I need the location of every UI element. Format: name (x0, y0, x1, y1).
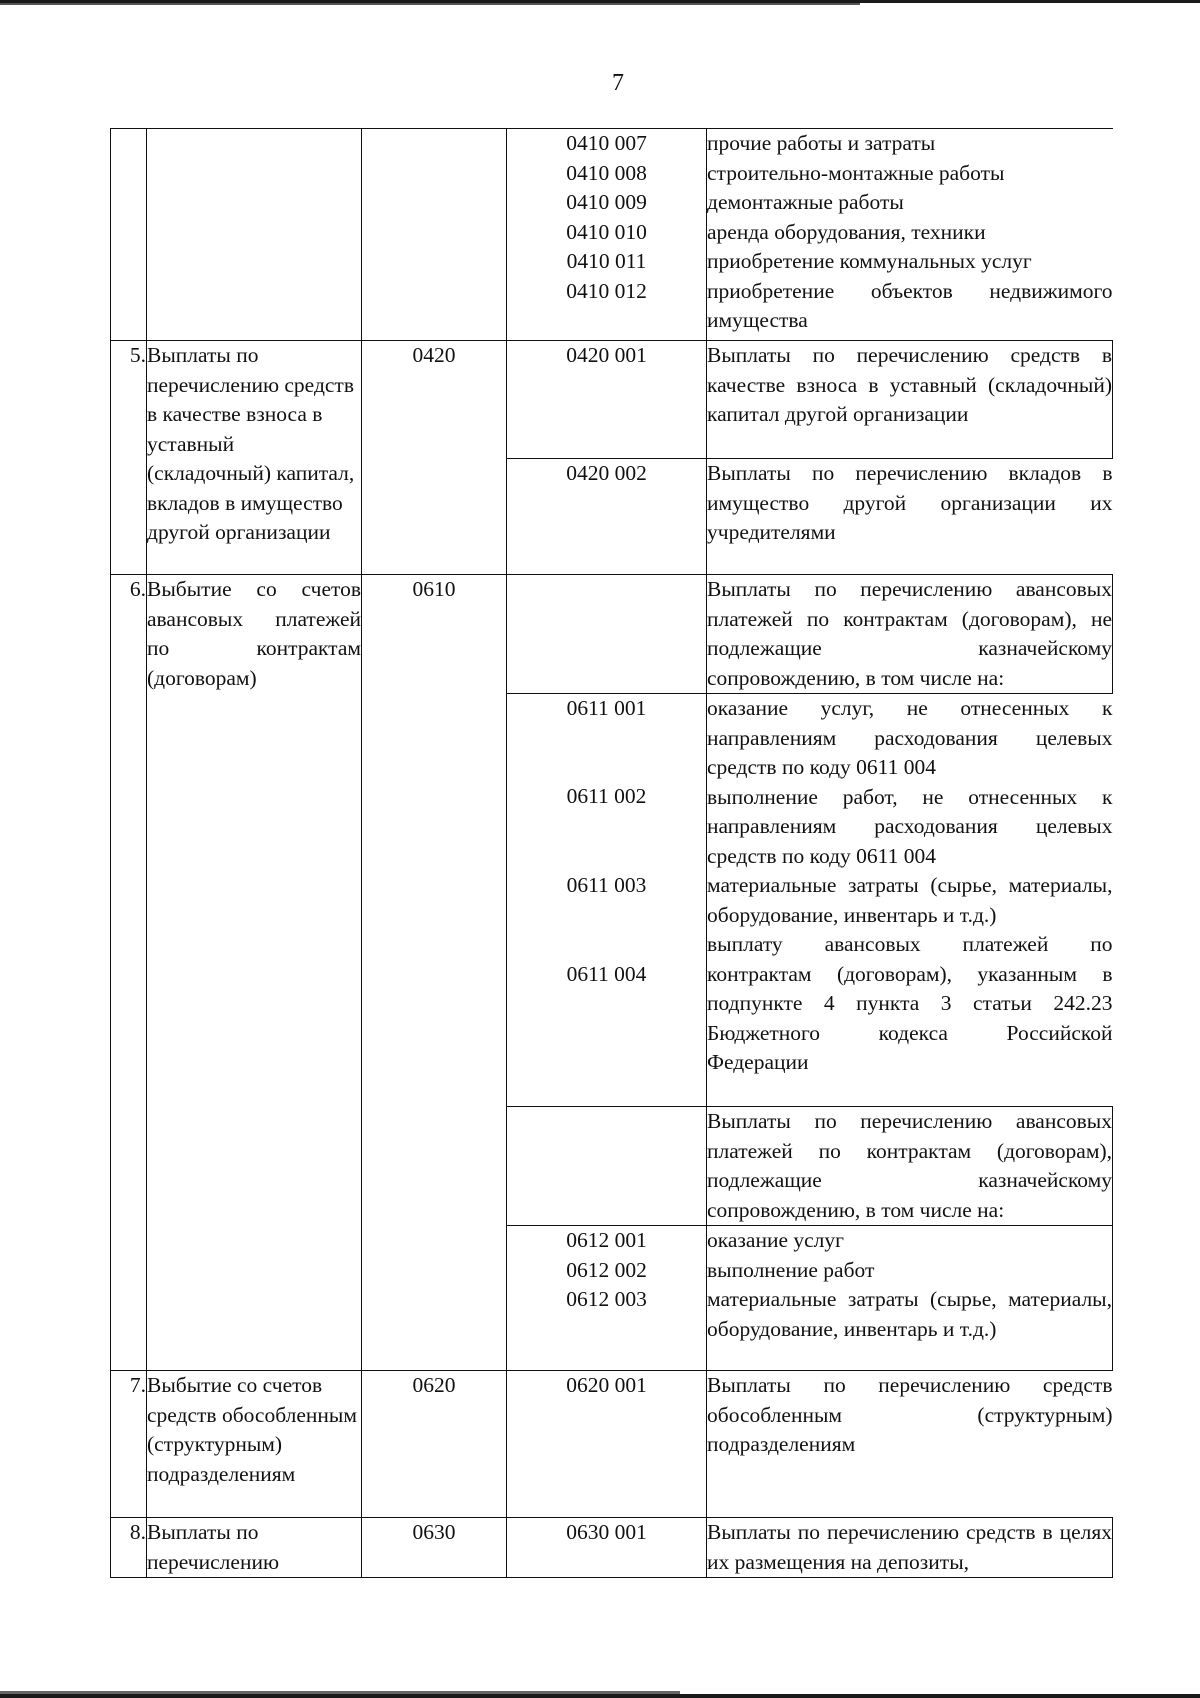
subcode: 0612 003 (566, 1287, 647, 1311)
description-cell (707, 129, 1113, 341)
description-text: выплату авансовых платежей по контрактам (договорам), указанным в подпункте 4 пункта 3 статьи 242.23 Бюджетного кодекса Российской Федерации (707, 932, 1113, 1074)
table-row (111, 341, 1113, 459)
subcode: 0612 002 (566, 1257, 647, 1282)
subcode-cell: 0620 001 (507, 1371, 707, 1518)
description-text: прочие работы и затраты (707, 131, 936, 155)
subcode: 0611 003 (566, 873, 647, 897)
description-cell (707, 1226, 1113, 1371)
subcode-cell (507, 694, 707, 1107)
row-number-cell: 5. (111, 341, 147, 575)
row-name-cell: Выплаты по перечислению средств в качестве взноса в уставный (складочный) капитал, вкладов в имущество другой организации (147, 341, 362, 575)
subcode-cell (507, 1107, 707, 1226)
subcode: 0611 002 (566, 784, 647, 808)
subcode-cell (507, 575, 707, 694)
description-text: выполнение работ (707, 1257, 875, 1282)
table-row (111, 129, 1113, 341)
row-name-cell (147, 129, 362, 341)
subcode: 0410 012 (566, 278, 647, 303)
subcode-cell: 0420 001 (507, 341, 707, 459)
subcode-cell: 0420 002 (507, 459, 707, 575)
subcode: 0410 008 (566, 160, 647, 185)
description-cell (707, 694, 1113, 1107)
description-text: аренда оборудования, техники (707, 219, 986, 244)
description-text: материальные затраты (сырье, материалы, оборудование, инвентарь и т.д.) (707, 873, 1113, 927)
row-code-cell (362, 129, 507, 341)
row-code-cell: 0610 (362, 575, 507, 1371)
subcode-cell (507, 1226, 707, 1371)
row-number-cell: 7. (111, 1371, 147, 1518)
row-number-cell (111, 129, 147, 341)
description-cell: Выплаты по перечислению вкладов в имущество другой организации их учредителями (707, 459, 1113, 575)
description-text: оказание услуг, не отнесенных к направлениям расходования целевых средств по коду 0611 004 (707, 696, 1113, 779)
row-name-cell: Выбытие со счетов авансовых платежей по контрактам (договорам) (147, 575, 362, 1371)
description-text: оказание услуг (707, 1228, 844, 1252)
row-name-cell: Выплаты по перечислению (147, 1518, 362, 1578)
row-number-cell: 8. (111, 1518, 147, 1578)
table-row (111, 1371, 1113, 1518)
table-row (111, 575, 1113, 694)
description-text: строительно-монтажные работы (707, 160, 1005, 185)
description-cell: Выплаты по перечислению средств обособленным (структурным) подразделениям (707, 1371, 1113, 1518)
payments-table (110, 128, 1113, 1578)
description-text: приобретение объектов недвижимого имущества (707, 278, 1113, 332)
row-number-cell: 6. (111, 575, 147, 1371)
subcode: 0611 004 (566, 962, 647, 986)
description-text: выполнение работ, не отнесенных к направлениям расходования целевых средств по коду 0611 004 (707, 784, 1113, 868)
subcode: 0612 001 (566, 1228, 647, 1252)
description-cell: Выплаты по перечислению средств в целях их размещения на депозиты, (707, 1518, 1113, 1578)
row-name-cell: Выбытие со счетов средств обособленным (структурным) подразделениям (147, 1371, 362, 1518)
row-code-cell: 0620 (362, 1371, 507, 1518)
subcode-cell (507, 129, 707, 341)
table-row (111, 1518, 1113, 1578)
description-cell: Выплаты по перечислению авансовых платежей по контрактам (договорам), не подлежащие казначейскому сопровождению, в том числе на: (707, 575, 1113, 694)
page-number: 7 (612, 70, 624, 96)
subcode: 0611 001 (566, 696, 647, 720)
scan-edge-top-shadow (0, 3, 860, 5)
scan-edge-bottom-shadow (0, 1691, 680, 1694)
row-code-cell: 0420 (362, 341, 507, 575)
subcode: 0410 011 (566, 249, 647, 273)
description-text: приобретение коммунальных услуг (707, 249, 1032, 273)
subcode: 0410 009 (566, 190, 647, 214)
scan-edge-bottom (0, 1694, 1200, 1698)
subcode: 0410 007 (566, 131, 647, 155)
description-cell: Выплаты по перечислению авансовых платежей по контрактам (договорам), подлежащие казначейскому сопровождению, в том числе на: (707, 1107, 1113, 1226)
subcode: 0410 010 (566, 219, 647, 244)
subcode-cell: 0630 001 (507, 1518, 707, 1578)
description-cell: Выплаты по перечислению средств в качестве взноса в уставный (складочный) капитал другой организации (707, 341, 1113, 459)
description-text: демонтажные работы (707, 190, 904, 214)
description-text: материальные затраты (сырье, материалы, оборудование, инвентарь и т.д.) (707, 1287, 1112, 1341)
row-code-cell: 0630 (362, 1518, 507, 1578)
